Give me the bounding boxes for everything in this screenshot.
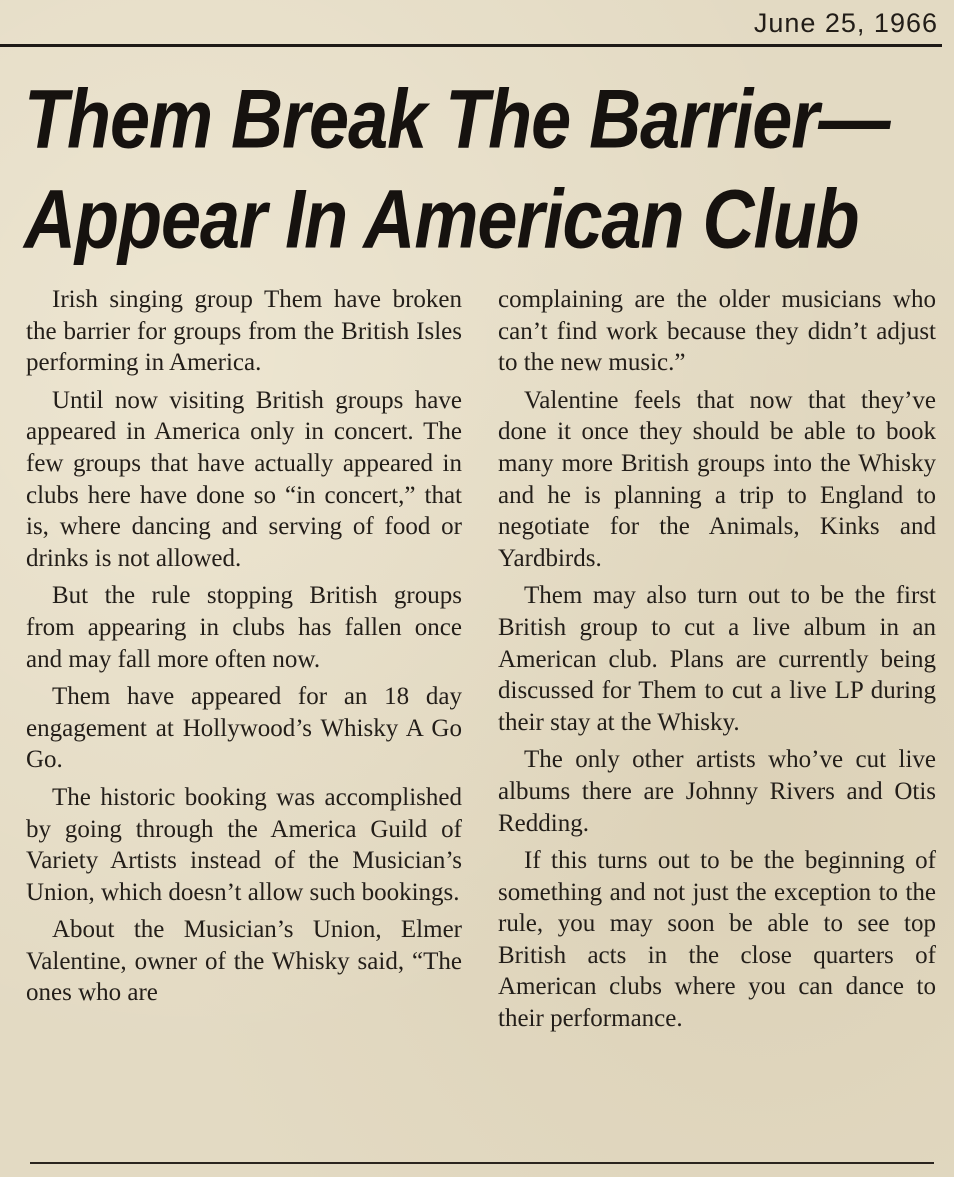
paragraph: Valentine feels that now that they’ve done it once they should be able to book many more British groups into the Whisky and he is planning a trip to England to negotiate for the Animals, Kinks and Yardbirds. xyxy=(498,386,936,572)
paragraph: The historic booking was accomplished by going through the America Guild of Variety Artists instead of the Musician’s Union, which doesn’t allow such bookings. xyxy=(26,783,462,906)
dateline: June 25, 1966 xyxy=(753,8,938,38)
headline-line-2: Appear In American Club xyxy=(24,173,859,267)
paragraph: Irish singing group Them have broken the barrier for groups from the British Isles performing in America. xyxy=(26,286,462,377)
paragraph: About the Musician’s Union, Elmer Valentine, owner of the Whisky said, “The ones who are xyxy=(26,916,462,1007)
bottom-rule xyxy=(30,1162,934,1164)
paragraph: Until now visiting British groups have appeared in America only in concert. The few groups that have actually appeared in clubs here have done so “in concert,” that is, where dancing and serving of food or drinks is not allowed. xyxy=(26,386,462,572)
paragraph: Them have appeared for an 18 day engagement at Hollywood’s Whisky A Go Go. xyxy=(26,683,462,774)
paragraph-continued: complaining are the older musicians who can’t find work because they didn’t adjust to the new music.” xyxy=(498,286,936,377)
article-column-left xyxy=(26,284,462,1015)
headline-line-1: Them Break The Barrier— xyxy=(24,73,890,167)
top-rule xyxy=(0,44,942,47)
headline xyxy=(24,70,944,270)
article-column-right xyxy=(498,284,936,1041)
paragraph: The only other artists who’ve cut live albums there are Johnny Rivers and Otis Redding. xyxy=(498,746,936,837)
paragraph: If this turns out to be the beginning of something and not just the exception to the rule, you may soon be able to see top British acts in the close quarters of American clubs where you can dance to their performance. xyxy=(498,847,936,1033)
paragraph: Them may also turn out to be the first British group to cut a live album in an American club. Plans are currently being discussed for Them to cut a live LP during their stay at the Whisky. xyxy=(498,582,936,736)
paragraph: But the rule stopping British groups from appearing in clubs has fallen once and may fall more often now. xyxy=(26,582,462,673)
